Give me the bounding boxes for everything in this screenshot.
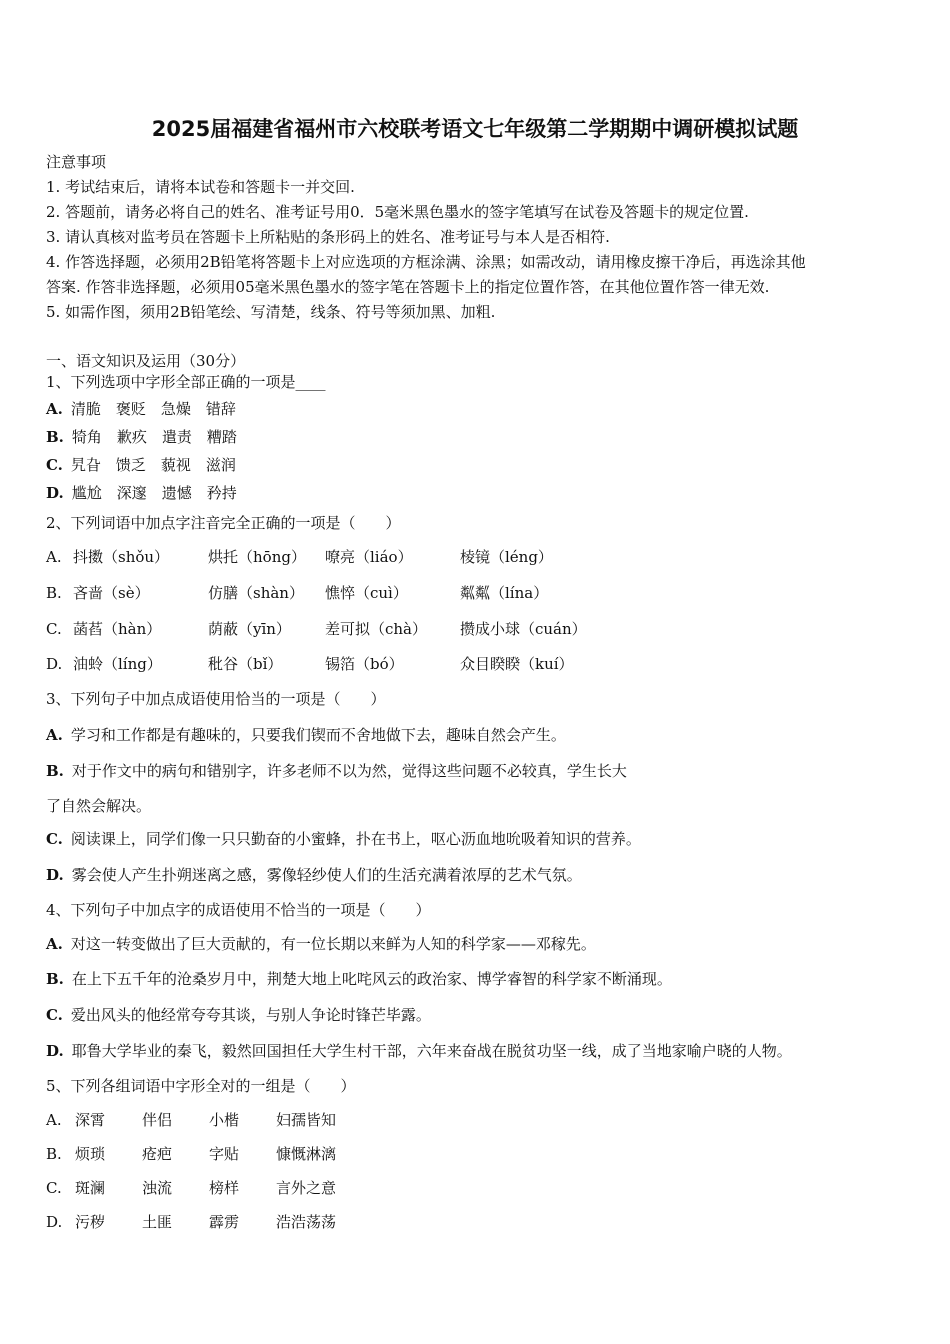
option-label: B.	[46, 428, 64, 446]
question-3-stem: 3、下列句子中加点成语使用恰当的一项是（ ）	[46, 690, 386, 708]
q3-option-c	[46, 829, 641, 849]
option-label: D.	[46, 1042, 64, 1060]
notice-item: 1. 考试结束后，请将本试卷和答题卡一并交回.	[46, 178, 355, 196]
option-cell: 深霄	[75, 1111, 106, 1129]
question-4-stem: 4、下列句子中加点字的成语使用不恰当的一项是（ ）	[46, 901, 431, 919]
option-cell: 小楷	[209, 1111, 240, 1129]
option-text: 学习和工作都是有趣味的，只要我们锲而不舍地做下去，趣味自然会产生。	[70, 726, 566, 744]
option-cell: 仿膳（shàn）	[208, 584, 304, 602]
option-cell: 憔悴（cuì）	[325, 584, 408, 602]
option-cell: 烘托（hōng）	[208, 548, 306, 566]
option-label: C.	[46, 456, 63, 474]
section-heading: 一、语文知识及运用（30分）	[46, 352, 246, 370]
option-text: 耶鲁大学毕业的秦飞，毅然回国担任大学生村干部，六年来奋战在脱贫功坚一线，成了当地家喻户晓的人物。	[71, 1042, 792, 1060]
option-label: A.	[46, 400, 63, 418]
question-1-stem: 1、下列选项中字形全部正确的一项是____	[46, 373, 326, 391]
option-label: D.	[46, 484, 64, 502]
option-cell: 烦琐	[75, 1145, 106, 1163]
option-label: C.	[46, 620, 62, 638]
notice-item: 5. 如需作图，须用2B铅笔绘、写清楚，线条、符号等须加黑、加粗.	[46, 303, 496, 321]
option-text: 对这一转变做出了巨大贡献的，有一位长期以来鲜为人知的科学家——邓稼先。	[70, 935, 596, 953]
option-text: 爱出风头的他经常夸夸其谈，与别人争论时锋芒毕露。	[70, 1006, 431, 1024]
option-label: C.	[46, 1179, 62, 1197]
q4-option-c	[46, 1005, 431, 1025]
q1-option-c	[46, 455, 236, 475]
option-cell: 差可拟（chà）	[325, 620, 428, 638]
option-cell: 污秽	[75, 1213, 106, 1231]
option-label: C.	[46, 1006, 63, 1024]
option-text: 清脆 褒贬 急燥 错辞	[70, 400, 236, 418]
option-cell: 妇孺皆知	[276, 1111, 337, 1129]
option-cell: 抖擞（shǒu）	[73, 548, 170, 566]
option-cell: 棱镜（léng）	[460, 548, 553, 566]
option-label: A.	[46, 548, 62, 566]
option-cell: 土匪	[142, 1213, 173, 1231]
option-cell: 众目睽睽（kuí）	[460, 655, 574, 673]
option-cell: 字贴	[209, 1145, 240, 1163]
option-label: B.	[46, 584, 62, 602]
option-text: 对于作文中的病句和错别字，许多老师不以为然，觉得这些问题不必较真，学生长大	[71, 762, 627, 780]
option-text: 旯旮 馈乏 藐视 滋润	[70, 456, 236, 474]
option-label: A.	[46, 1111, 62, 1129]
notice-heading: 注意事项	[46, 153, 107, 171]
option-cell: 荫蔽（yīn）	[208, 620, 291, 638]
option-text: 犄角 歉疚 遣责 糟踏	[71, 428, 237, 446]
option-label: B.	[46, 762, 64, 780]
option-cell: 慷慨淋漓	[276, 1145, 337, 1163]
q1-option-b	[46, 427, 237, 447]
q1-option-d	[46, 483, 237, 503]
option-cell: 斑澜	[75, 1179, 106, 1197]
notice-item: 4. 作答选择题，必须用2B铅笔将答题卡上对应选项的方框涂满、涂黑；如需改动，请用橡皮擦干净后，再选涂其他	[46, 253, 806, 271]
question-5-stem: 5、下列各组词语中字形全对的一组是（ ）	[46, 1077, 356, 1095]
question-2-stem: 2、下列词语中加点字注音完全正确的一项是（ ）	[46, 514, 401, 532]
option-cell: 浩浩荡荡	[276, 1213, 337, 1231]
option-text: 阅读课上，同学们像一只只勤奋的小蜜蜂，扑在书上，呕心沥血地吮吸着知识的营养。	[70, 830, 641, 848]
q4-option-d	[46, 1041, 792, 1061]
option-cell: 言外之意	[276, 1179, 337, 1197]
option-cell: 菡萏（hàn）	[73, 620, 162, 638]
q4-option-b	[46, 969, 672, 989]
option-cell: 油蛉（líng）	[73, 655, 162, 673]
option-label: A.	[46, 935, 63, 953]
option-cell: 粼粼（lína）	[460, 584, 549, 602]
option-text: 雾会使人产生扑朔迷离之感，雾像轻纱使人们的生活充满着浓厚的艺术气氛。	[71, 866, 582, 884]
option-text: 尴尬 深邃 遗憾 矜持	[71, 484, 237, 502]
option-label: D.	[46, 1213, 63, 1231]
option-cell: 伴侣	[142, 1111, 173, 1129]
notice-item: 答案. 作答非选择题，必须用05毫米黑色墨水的签字笔在答题卡上的指定位置作答，在其他位置作答一律无效.	[46, 278, 770, 296]
option-cell: 吝啬（sè）	[73, 584, 150, 602]
q3-option-a	[46, 725, 566, 745]
option-cell: 疮疤	[142, 1145, 173, 1163]
option-cell: 霹雳	[209, 1213, 240, 1231]
option-text: 在上下五千年的沧桑岁月中，荆楚大地上叱咤风云的政治家、博学睿智的科学家不断涌现。	[71, 970, 672, 988]
notice-item: 3. 请认真核对监考员在答题卡上所粘贴的条形码上的姓名、准考证号与本人是否相符.	[46, 228, 610, 246]
q4-option-a	[46, 934, 596, 954]
option-cell: 嘹亮（liáo）	[325, 548, 413, 566]
q3-option-b-cont: 了自然会解决。	[46, 797, 152, 815]
option-label: D.	[46, 866, 64, 884]
notice-item: 2. 答题前，请务必将自己的姓名、准考证号用0．5毫米黑色墨水的签字笔填写在试卷及答题卡的规定位置.	[46, 203, 749, 221]
option-cell: 锡箔（bó）	[325, 655, 404, 673]
page-title: 2025届福建省福州市六校联考语文七年级第二学期期中调研模拟试题	[151, 117, 799, 141]
q1-option-a	[46, 399, 236, 419]
option-cell: 攒成小球（cuán）	[460, 620, 587, 638]
option-cell: 秕谷（bǐ）	[208, 655, 283, 673]
option-label: A.	[46, 726, 63, 744]
option-cell: 榜样	[209, 1179, 240, 1197]
option-label: D.	[46, 655, 63, 673]
option-label: B.	[46, 970, 64, 988]
option-label: C.	[46, 830, 63, 848]
option-cell: 浊流	[142, 1179, 173, 1197]
q3-option-d	[46, 865, 582, 885]
option-label: B.	[46, 1145, 62, 1163]
q3-option-b	[46, 761, 627, 781]
